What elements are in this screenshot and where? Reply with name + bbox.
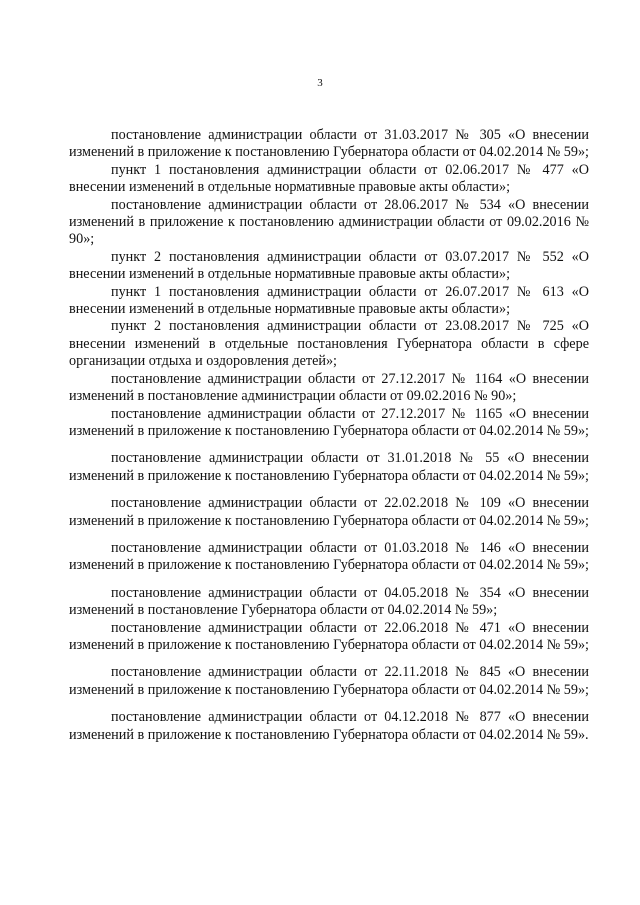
paragraph-9: постановление администрации области от 31.01.2018 № 55 «О внесении изменений в приложение к постановлению Губернатора области от 04.02.2014 № 59»; — [69, 450, 590, 484]
document-body — [69, 127, 589, 744]
paragraph-12: постановление администрации области от 04.05.2018 № 354 «О внесении изменений в постановление Губернатора области от 04.02.2014 № 59»; — [69, 584, 589, 619]
paragraph-15: постановление администрации области от 04.12.2018 № 877 «О внесении изменений в приложение к постановлению Губернатора области от 04.02.2014 № 59». — [69, 709, 589, 743]
paragraph-7: постановление администрации области от 27.12.2017 № 1164 «О внесении изменений в постановление администрации области от 09.02.2016 № 90»; — [69, 370, 589, 405]
page-number: 3 — [317, 77, 323, 89]
paragraph-13: постановление администрации области от 22.06.2018 № 471 «О внесении изменений в приложение к постановлению Губернатора области от 04.02.2014 № 59»; — [69, 619, 590, 653]
paragraph-11: постановление администрации области от 01.03.2018 № 146 «О внесении изменений в приложение к постановлению Губернатора области от 04.02.2014 № 59»; — [69, 539, 590, 574]
paragraph-8: постановление администрации области от 27.12.2017 № 1165 «О внесении изменений в приложение к постановлению Губернатора области от 04.02.2014 № 59»; — [69, 405, 590, 439]
paragraph-1: постановление администрации области от 31.03.2017 № 305 «О внесении изменений в приложение к постановлению Губернатора области от 04.02.2014 № 59»; — [69, 127, 590, 161]
paragraph-4: пункт 2 постановления администрации области от 03.07.2017 № 552 «О внесении изменений в отдельные нормативные правовые акты области»; — [69, 248, 589, 283]
paragraph-10: постановление администрации области от 22.02.2018 № 109 «О внесении изменений в приложение к постановлению Губернатора области от 04.02.2014 № 59»; — [69, 495, 590, 529]
paragraph-14: постановление администрации области от 22.11.2018 № 845 «О внесении изменений в приложение к постановлению Губернатора области от 04.02.2014 № 59»; — [69, 664, 590, 698]
paragraph-6: пункт 2 постановления администрации области от 23.08.2017 № 725 «О внесении изменений в отдельные постановления Губернатора области в сфере организации отдыха и оздоровления детей»; — [69, 318, 589, 370]
paragraph-5: пункт 1 постановления администрации области от 26.07.2017 № 613 «О внесении изменений в отдельные нормативные правовые акты области»; — [69, 283, 589, 318]
paragraph-2: пункт 1 постановления администрации области от 02.06.2017 № 477 «О внесении изменений в отдельные нормативные правовые акты области»; — [69, 161, 589, 196]
paragraph-3: постановление администрации области от 28.06.2017 № 534 «О внесении изменений в приложение к постановлению администрации области от 09.02.2016 № 90»; — [69, 196, 589, 248]
